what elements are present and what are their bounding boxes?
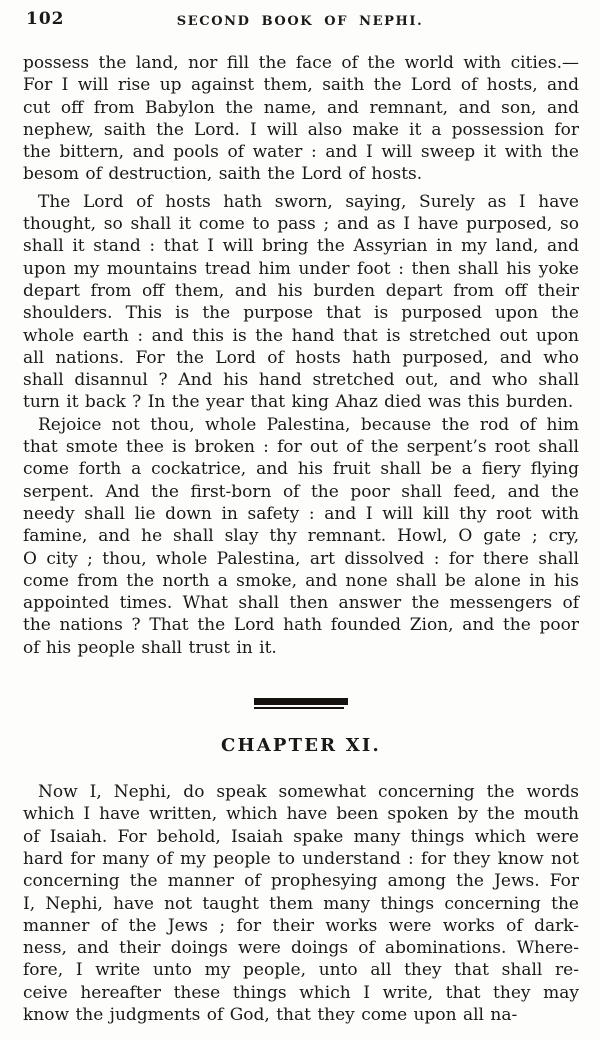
text-line: hard for many of my people to understand : for they know not [23,848,579,869]
text-line: upon my mountains tread him under foot : then shall his yoke [23,258,579,279]
text-line: manner of the Jews ; for their works were works of dark- [23,915,579,936]
text-line: know the judgments of God, that they come upon all na- [23,1004,518,1025]
page-number: 102 [26,9,65,29]
text-line: ness, and their doings were doings of abominations. Where- [23,938,579,959]
text-line: appointed times. What shall then answer the messengers of [23,593,579,614]
text-line: serpent. And the first-born of the poor shall feed, and the [23,481,579,502]
text-line: O city ; thou, whole Palestina, art dissolved : for there shall [23,548,579,569]
text-line: Now I, Nephi, do speak somewhat concerning the words [38,782,579,803]
divider-thin-rule [254,707,344,709]
text-line: that smote thee is broken : for out of the serpent’s root shall [23,437,579,458]
text-line: The Lord of hosts hath sworn, saying, Surely as I have [38,191,579,212]
text-line: needy shall lie down in safety : and I will kill thy root with [23,503,579,524]
paragraph-continuation [23,52,579,186]
section-divider [254,698,348,709]
text-line: concerning the manner of prophesying among the Jews. For [23,871,579,892]
text-line: turn it back ? In the year that king Ahaz died was this burden. [23,392,574,413]
chapter-heading: CHAPTER XI. [220,735,382,757]
text-line: shall it stand : that I will bring the Assyrian in my land, and [23,236,579,257]
paragraph-rejoice-palestina [23,414,579,659]
text-line: fore, I write unto my people, unto all they that shall re- [23,960,579,981]
text-line: besom of destruction, saith the Lord of hosts. [23,164,423,185]
text-line: possess the land, nor fill the face of the world with cities.— [23,53,579,73]
text-line: Rejoice not thou, whole Palestina, because the rod of him [38,414,579,435]
text-line: come forth a cockatrice, and his fruit shall be a fiery flying [23,459,579,480]
text-line: famine, and he shall slay thy remnant. Howl, O gate ; cry, [23,526,579,547]
chapter-paragraph-nephi [23,781,579,1026]
text-line: all nations. For the Lord of hosts hath purposed, and who [23,347,579,368]
text-line: which I have written, which have been spoken by the mouth [23,804,579,825]
text-line: of Isaiah. For behold, Isaiah spake many things which were [23,826,579,847]
page-body [23,52,579,1026]
text-line: of his people shall trust in it. [23,637,277,658]
divider-thick-rule [254,698,348,705]
text-line: nephew, saith the Lord. I will also make it a possession for [23,119,579,140]
text-line: depart from off them, and his burden depart from off their [23,280,579,301]
text-line: shoulders. This is the purpose that is purposed upon the [23,303,579,324]
text-line: cut off from Babylon the name, and remnant, and son, and [23,97,579,118]
text-line: whole earth : and this is the hand that is stretched out upon [23,325,579,346]
running-header: SECOND BOOK OF NEPHI. [176,14,424,29]
text-line: come from the north a smoke, and none shall be alone in his [23,570,579,591]
text-line: the nations ? That the Lord hath founded Zion, and the poor [23,615,579,636]
paragraph-lord-of-hosts [23,191,579,414]
text-line: the bittern, and pools of water : and I will sweep it with the [23,142,579,163]
text-line: thought, so shall it come to pass ; and as I have purposed, so [23,214,579,235]
text-line: I, Nephi, have not taught them many things concerning the [23,893,579,914]
text-line: shall disannul ? And his hand stretched out, and who shall [23,370,579,391]
text-line: ceive hereafter these things which I write, that they may [23,982,579,1003]
text-line: For I will rise up against them, saith the Lord of hosts, and [23,75,579,96]
